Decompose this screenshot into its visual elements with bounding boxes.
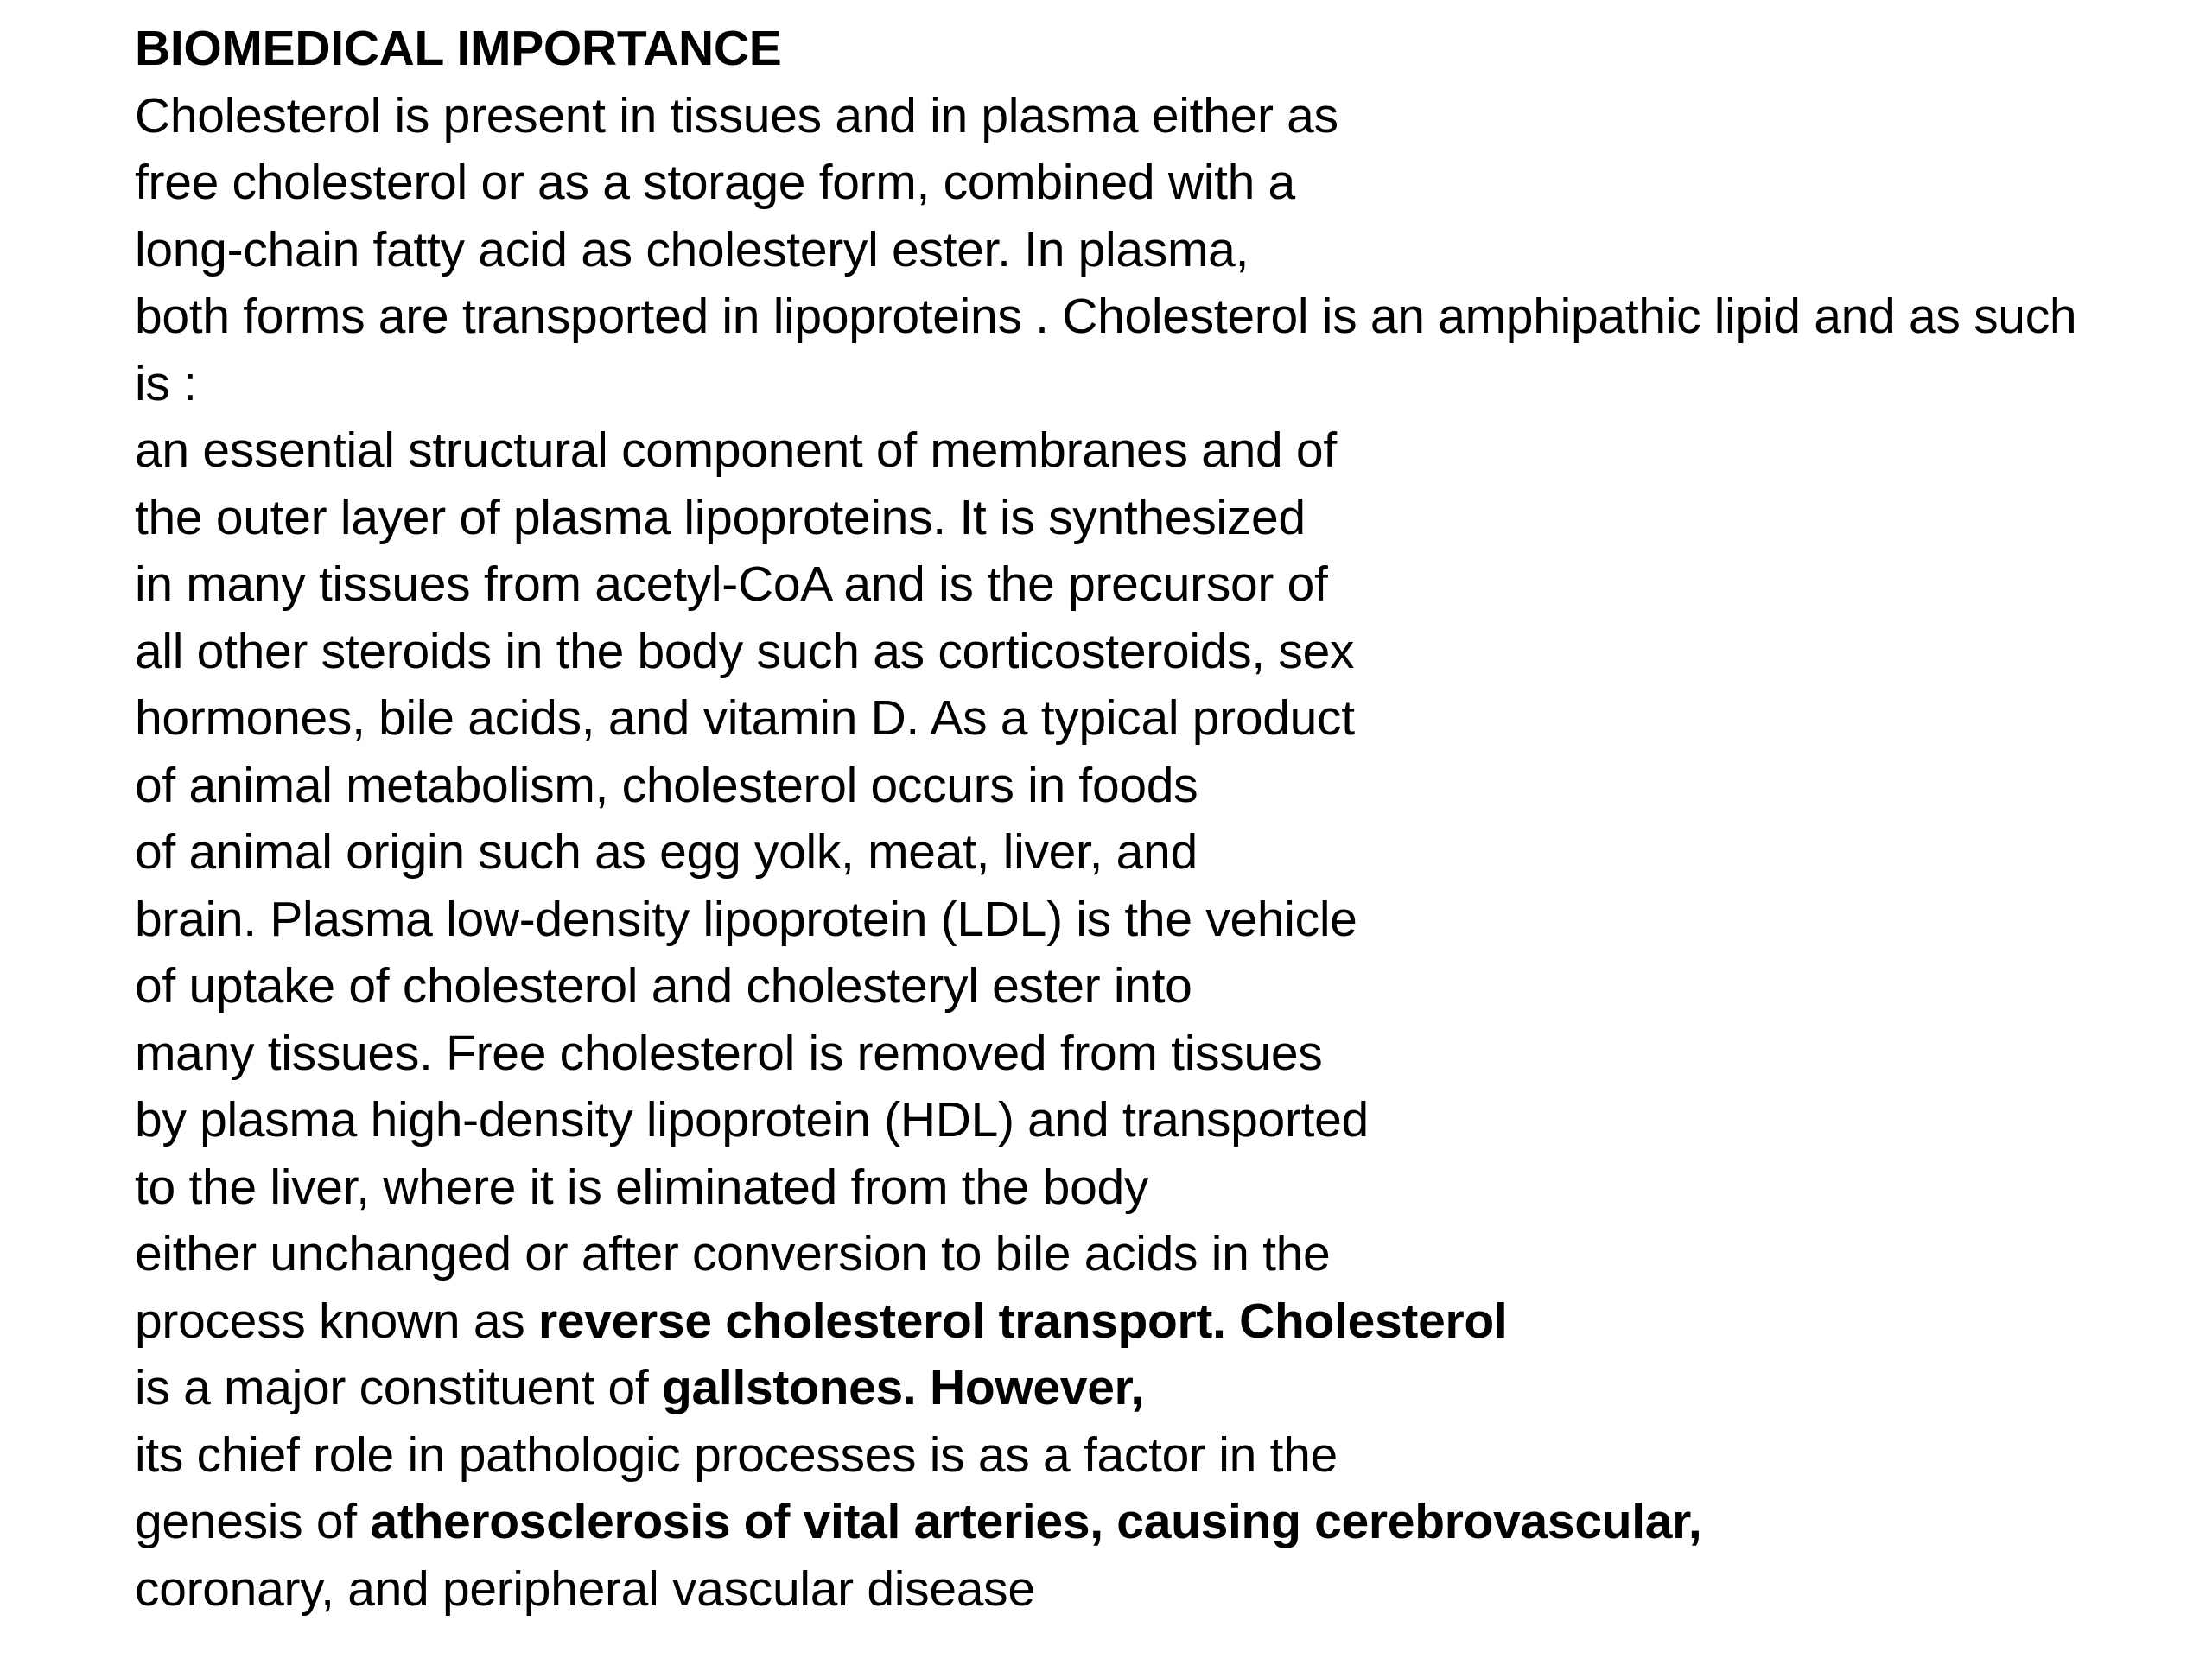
text-line: of animal origin such as egg yolk, meat, liver, and [135, 824, 1198, 880]
text-line: of uptake of cholesterol and cholesteryl ester into [135, 958, 1192, 1014]
text-normal: is a major constituent of [135, 1360, 662, 1415]
text-line: its chief role in pathologic processes is as a factor in the [135, 1427, 1338, 1483]
text-line: many tissues. Free cholesterol is removed from tissues [135, 1025, 1323, 1081]
text-line: hormones, bile acids, and vitamin D. As a typical product [135, 690, 1355, 746]
text-line: all other steroids in the body such as corticosteroids, sex [135, 623, 1355, 679]
text-bold-atherosclerosis: atherosclerosis of vital arteries, causing cerebrovascular, [370, 1494, 1702, 1549]
text-line: in many tissues from acetyl-CoA and is the precursor of [135, 556, 1328, 612]
text-bold-reverse-transport: reverse cholesterol transport. Cholesterol [537, 1293, 1508, 1349]
text-line: by plasma high-density lipoprotein (HDL) and transported [135, 1092, 1369, 1147]
text-line: both forms are transported in lipoproteins . Cholesterol is an amphipathic lipid and as such [135, 289, 2077, 344]
text-line: is : [135, 355, 197, 411]
text-line: free cholesterol or as a storage form, combined with a [135, 155, 1295, 210]
text-line: brain. Plasma low-density lipoprotein (LDL) is the vehicle [135, 891, 1357, 947]
text-normal: genesis of [135, 1494, 371, 1549]
text-line: of animal metabolism, cholesterol occurs in foods [135, 757, 1198, 813]
text-line-genesis [135, 1489, 2191, 1556]
text-bold-gallstones: gallstones. However, [662, 1360, 1144, 1415]
section-heading: BIOMEDICAL IMPORTANCE [135, 21, 782, 76]
text-line-process [135, 1288, 2191, 1356]
text-line: an essential structural component of membranes and of [135, 423, 1337, 478]
text-line: the outer layer of plasma lipoproteins. It is synthesized [135, 489, 1306, 545]
text-line: long-chain fatty acid as cholesteryl ester. In plasma, [135, 221, 1249, 277]
text-line-gallstones [135, 1355, 2191, 1422]
body-text [135, 16, 2191, 1623]
text-line: either unchanged or after conversion to bile acids in the [135, 1226, 1331, 1281]
text-normal: process known as [135, 1293, 538, 1349]
text-line: Cholesterol is present in tissues and in plasma either as [135, 87, 1338, 143]
text-line: to the liver, where it is eliminated from the body [135, 1159, 1149, 1215]
text-line: coronary, and peripheral vascular disease [135, 1560, 1035, 1617]
